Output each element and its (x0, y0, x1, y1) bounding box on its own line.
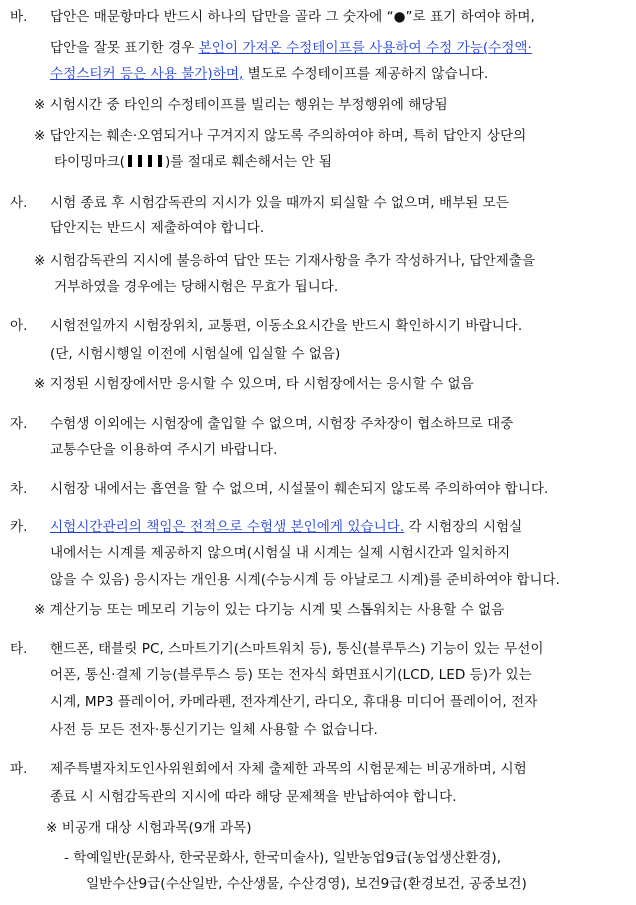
item-cha-marker: 차. (10, 481, 28, 497)
item-ba-note-2: ※ 답안지는 훼손·오염되거나 구겨지지 않도록 주의하여야 하며, 특히 답안지 상단의 (34, 128, 527, 144)
item-ba-line-2 (50, 37, 532, 59)
item-a-line-1: 시험전일까지 시험장위치, 교통편, 이동소요시간을 반드시 확인하시기 바랍니다. (50, 318, 523, 334)
item-ta-line-2: 어폰, 통신·결제 기능(블루투스 등) 또는 전자식 화면표시기(LCD, LED 등)가 있는 (50, 667, 532, 683)
item-ka-marker: 카. (10, 519, 28, 535)
item-ta-marker: 타. (10, 641, 28, 657)
item-ba-line-3 (50, 63, 488, 85)
item-sa-note-1: ※ 시험감독관의 지시에 불응하여 답안 또는 기재사항을 추가 작성하거나, 답안제출을 (34, 253, 536, 269)
item-sa-line-2: 답안지는 반드시 제출하여야 합니다. (50, 220, 265, 236)
item-ja-line-1: 수험생 이외에는 시험장에 출입할 수 없으며, 시험장 주차장이 협소하므로 대중 (50, 416, 514, 432)
item-ba-marker: 바. (10, 9, 28, 25)
timing-mark-icon (125, 154, 165, 170)
item-ta-line-4: 사전 등 모든 전자·통신기기는 일체 사용할 수 없습니다. (50, 722, 378, 738)
item-ka-note-1: ※ 계산기능 또는 메모리 기능이 있는 다기능 시계 및 스톱워치는 사용할 수 없음 (34, 602, 505, 618)
item-ka-line-1-text: 각 시험장의 시험실 (404, 519, 523, 535)
item-pa-line-1: 제주특별자치도인사위원회에서 자체 출제한 과목의 시험문제는 비공개하며, 시험 (50, 761, 527, 777)
item-ba-line-2-text: 답안을 잘못 표기한 경우 (50, 40, 199, 56)
item-ba-underlined-notice-2: 수정스티커 등은 사용 불가)하며, (50, 66, 244, 82)
item-sa-line-1: 시험 종료 후 시험감독관의 지시가 있을 때까지 퇴실할 수 없으며, 배부된 모든 (50, 195, 509, 211)
item-a-marker: 아. (10, 318, 28, 334)
item-pa-line-2: 종료 시 시험감독관의 지시에 따라 해당 문제책을 반납하여야 합니다. (50, 789, 457, 805)
item-ba-note-2-cont (54, 151, 332, 173)
item-ka-line-1 (50, 516, 522, 538)
item-pa-marker: 파. (10, 761, 28, 777)
item-pa-detail-1: - 학예일반(문화사, 한국문화사, 한국미술사), 일반농업9급(농업생산환경), (64, 850, 502, 866)
item-ba-note-1: ※ 시험시간 중 타인의 수정테이프를 빌리는 행위는 부정행위에 해당됨 (34, 97, 448, 113)
item-a-note-1: ※ 지정된 시험장에서만 응시할 수 있으며, 타 시험장에서는 응시할 수 없음 (34, 376, 474, 392)
item-ka-line-2: 내에서는 시계를 제공하지 않으며(시험실 내 시계는 실제 시험시간과 일치하지 (50, 545, 511, 561)
item-ba-underlined-notice-1: 본인이 가져온 수정테이프를 사용하여 수정 가능(수정액· (198, 40, 532, 56)
item-pa-note-1: ※ 비공개 대상 시험과목(9개 과목) (46, 820, 252, 836)
item-sa-note-1-cont: 거부하였을 경우에는 당해시험은 무효가 됩니다. (54, 279, 339, 295)
item-ja-marker: 자. (10, 416, 28, 432)
item-ja-line-2: 교통수단을 이용하여 주시기 바랍니다. (50, 442, 278, 458)
item-cha-line-1: 시험장 내에서는 흡연을 할 수 없으며, 시설물이 훼손되지 않도록 주의하여야 합니다. (50, 481, 549, 497)
item-ba-line-1: 답안은 매문항마다 반드시 하나의 답만을 골라 그 숫자에 “●”로 표기 하여야 하며, (50, 9, 535, 25)
item-a-line-2: (단, 시험시행일 이전에 시험실에 입실할 수 없음) (50, 346, 341, 362)
item-sa-marker: 사. (10, 195, 28, 211)
item-ta-line-1: 핸드폰, 태블릿 PC, 스마트기기(스마트워치 등), 통신(블루투스) 기능이 있는 무선이 (50, 641, 544, 657)
item-pa-detail-2: 일반수산9급(수산일반, 수산생물, 수산경영), 보건9급(환경보건, 공중보건) (86, 876, 527, 892)
item-ka-line-3: 않을 수 있음) 응시자는 개인용 시계(수능시계 등 아날로그 시계)를 준비하여야 합니다. (50, 572, 560, 588)
item-ta-line-3: 시계, MP3 플레이어, 카메라펜, 전자계산기, 라디오, 휴대용 미디어 플레이어, 전자 (50, 694, 538, 710)
item-ka-underlined-notice: 시험시간관리의 책임은 전적으로 수험생 본인에게 있습니다. (50, 519, 405, 535)
timing-mark-warning: )를 절대로 훼손해서는 안 됨 (164, 154, 333, 170)
item-ba-line-3-text: 별도로 수정테이프를 제공하지 않습니다. (243, 66, 489, 82)
timing-mark-label: 타이밍마크( (54, 154, 125, 170)
